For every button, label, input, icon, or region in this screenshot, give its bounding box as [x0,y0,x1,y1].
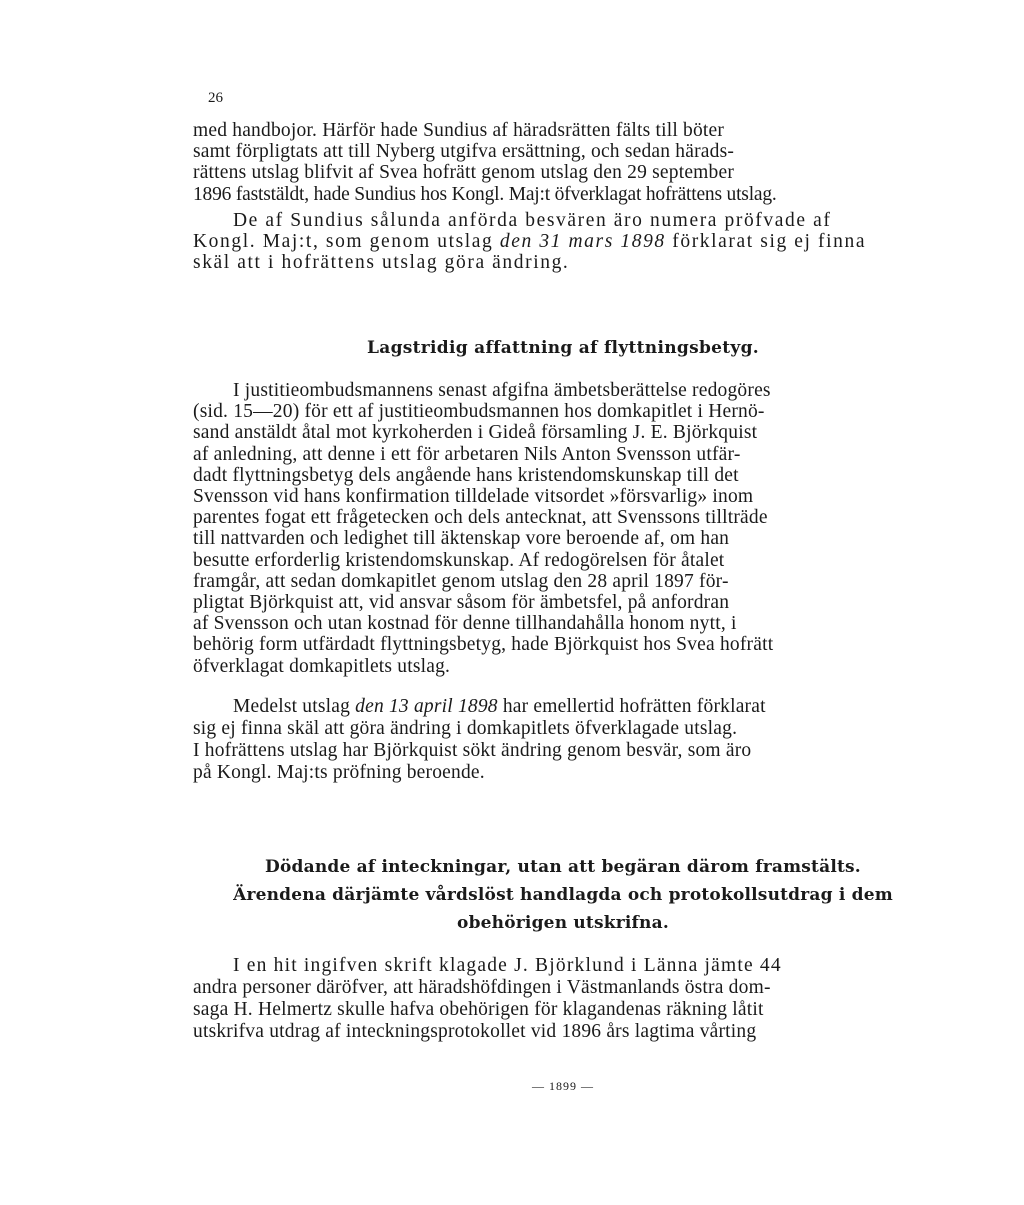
text-line: skäl att i hofrättens utslag göra ändring. [193,252,570,274]
text-segment: Kongl. Maj:t, som genom utslag [193,231,500,253]
paragraph-bjorklund-complaint [193,955,933,1043]
text-line: andra personer däröfver, att häradshöfdingen i Västmanlands östra dom- [193,977,771,998]
text-line: Svensson vid hans konfirmation tilldelade vitsordet »försvarlig» inom [193,486,754,508]
text-line: sig ej finna skäl att göra ändring i domkapitlets öfverklagade utslag. [193,718,738,739]
text-segment: förklarat sig ej finna [665,231,867,253]
page-footer-year: — 1899 — [532,1079,594,1093]
paragraph-court-ruling [193,696,933,784]
text-line: De af Sundius sålunda anförda besvären äro numera pröfvade af [233,210,832,231]
text-line: I justitieombudsmannens senast afgifna ämbetsberättelse redogöres [233,380,771,401]
text-line: af anledning, att denne i ett för arbetaren Nils Anton Svensson utfär- [193,443,741,465]
text-line: behörig form utfärdadt flyttningsbetyg, hade Björkquist hos Svea hofrätt [193,634,774,656]
heading-line: obehörigen utskrifna. [457,913,669,933]
text-line: pligtat Björkquist att, vid ansvar såsom för ämbetsfel, på anfordran [193,592,730,614]
text-line: rättens utslag blifvit af Svea hofrätt genom utslag den 29 september [193,162,735,184]
text-line: till nattvarden och ledighet till äktenskap vore beroende af, om han [193,528,730,550]
text-line [193,696,933,718]
text-line: samt förpligtats att till Nyberg utgifva ersättning, och sedan härads- [193,141,735,163]
page-number: 26 [208,90,223,106]
heading-line: Dödande af inteckningar, utan att begäran därom framstälts. [265,857,861,877]
section-heading-mortgage-cancellation [193,853,933,937]
text-line: framgår, att sedan domkapitlet genom utslag den 28 april 1897 för- [193,570,729,592]
text-line: 1896 faststäldt, hade Sundius hos Kongl. Maj:t öfverklagat hofrättens utslag. [193,183,777,205]
text-line: dadt flyttningsbetyg dels angående hans kristendomskunskap till det [193,464,739,486]
text-line: af Svensson och utan kostnad för denne tillhandahålla honom nytt, i [193,613,737,635]
text-line: saga H. Helmertz skulle hafva obehörigen för klagandenas räkning låtit [193,999,764,1020]
text-line [193,231,933,252]
text-line: öfverklagat domkapitlets utslag. [193,655,451,677]
text-line: på Kongl. Maj:ts pröfning beroende. [193,762,485,783]
text-line: besutte erforderlig kristendomskunskap. Af redogörelsen för åtalet [193,549,725,571]
section-heading-moving-certificate: Lagstridig affattning af flyttningsbetyg. [367,338,759,358]
text-segment: har emellertid hofrätten förklarat [497,696,766,717]
text-line: utskrifva utdrag af inteckningsprotokollet vid 1896 års lagtima vårting [193,1021,757,1042]
text-line: sand anstäldt åtal mot kyrkoherden i Gideå församling J. E. Björkquist [193,422,758,444]
heading-line: Ärendena därjämte vårdslöst handlagda och protokollsutdrag i dem [233,885,893,905]
text-line: med handbojor. Härför hade Sundius af häradsrätten fälts till böter [193,120,725,141]
paragraph-complaints-reviewed [193,210,933,274]
text-line: I hofrättens utslag har Björkquist sökt ändring genom besvär, som äro [193,740,752,761]
date-italic: den 13 april 1898 [355,696,498,717]
paragraph-sundius-verdict [193,120,933,205]
date-italic: den 31 mars 1898 [499,231,666,253]
text-line: I en hit ingifven skrift klagade J. Björklund i Länna jämte 44 [233,955,782,976]
text-segment: Medelst utslag [233,696,356,717]
paragraph-ombudsman-report [193,380,933,677]
text-line: (sid. 15—20) för ett af justitieombudsmannen hos domkapitlet i Hernö- [193,401,765,423]
text-line: parentes fogat ett frågetecken och dels antecknat, att Svenssons tillträde [193,507,768,529]
